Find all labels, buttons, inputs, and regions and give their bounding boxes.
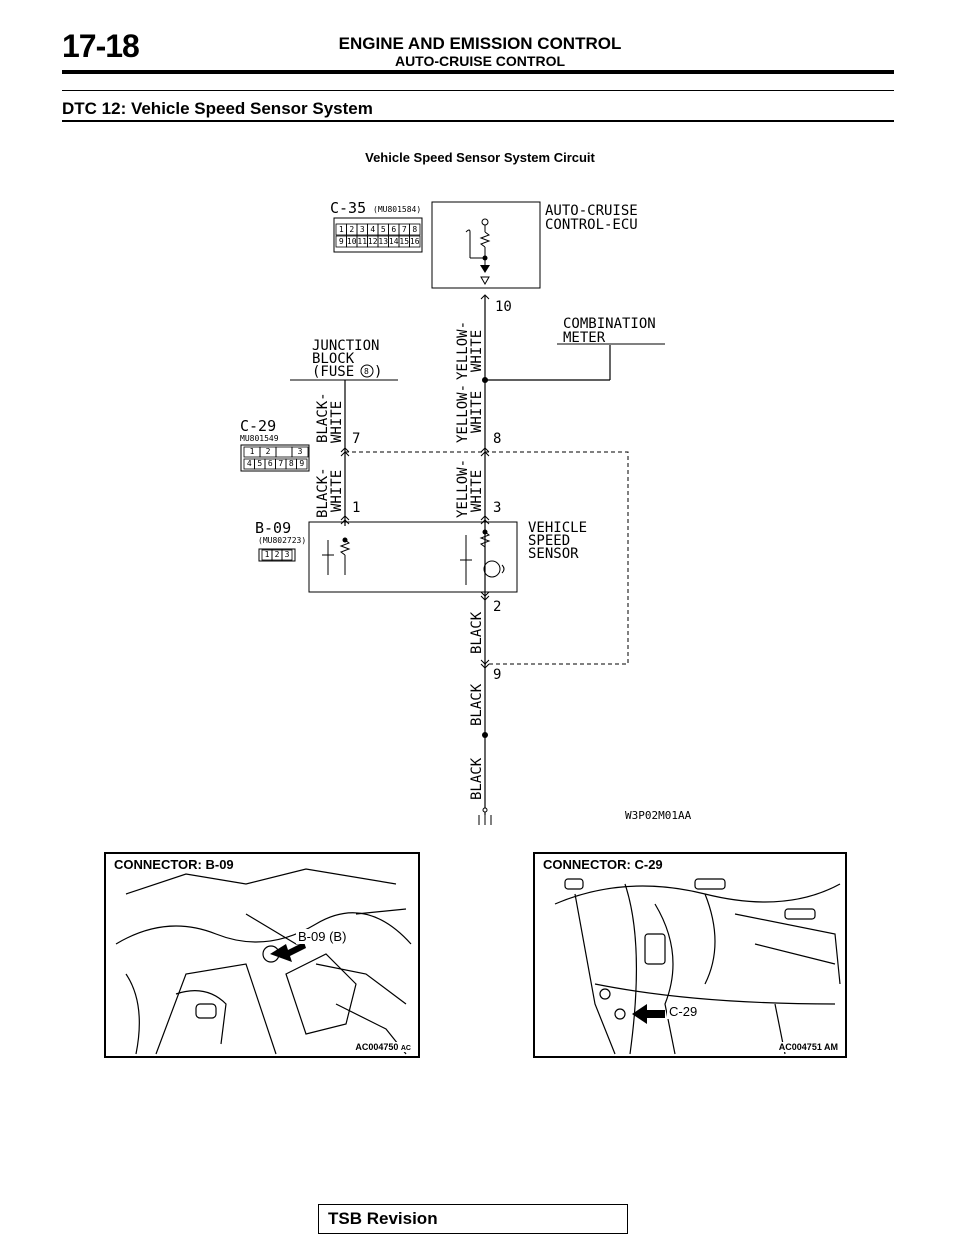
wire-label-black-a: BLACK	[469, 611, 485, 654]
ecu-box	[432, 202, 540, 288]
chapter-subtitle: AUTO-CRUISE CONTROL	[394, 53, 566, 69]
c35-bottom-pin: 13	[378, 237, 389, 246]
sensor-node-left	[343, 538, 348, 543]
pin-9: 9	[493, 667, 502, 683]
c29-bottom-pin: 4	[246, 459, 252, 468]
wire-label-yw-b2: WHITE	[469, 390, 485, 433]
pin-3: 3	[493, 500, 502, 516]
ground-icon	[479, 815, 491, 825]
c35-top-pin: 3	[359, 225, 365, 234]
c29-bottom-pin: 9	[299, 459, 305, 468]
meter-label-1: COMBINATION	[563, 316, 656, 332]
figure-code: W3P02M01AA	[625, 809, 692, 822]
photo-b09-callout: B-09 (B)	[298, 929, 347, 944]
pin-10: 10	[495, 299, 512, 315]
c35-bottom-pin: 11	[357, 237, 368, 246]
junction-label-close: )	[374, 364, 383, 380]
pin-7: 7	[352, 431, 361, 447]
c35-bottom-pin: 15	[399, 237, 410, 246]
wire-label-yw-b1: YELLOW-	[455, 383, 471, 443]
fuse-number: 8	[364, 367, 369, 376]
c35-top-pin: 4	[370, 225, 376, 234]
sensor-internal-symbol	[322, 532, 504, 592]
c29-top-pin: 3	[297, 447, 303, 456]
c35-top-pin: 5	[380, 225, 386, 234]
circuit-diagram	[225, 190, 745, 840]
sensor-label-3: SENSOR	[528, 546, 579, 562]
arrow-icon	[270, 942, 306, 962]
junction-label-3: (FUSE	[312, 364, 355, 380]
b09-pin: 2	[274, 550, 280, 559]
wire-label-yw-a2: WHITE	[469, 329, 485, 372]
c29-bottom-pin: 5	[257, 459, 263, 468]
section-title: DTC 12: Vehicle Speed Sensor System	[62, 99, 373, 118]
header-rule	[62, 70, 894, 74]
pin-2: 2	[493, 599, 502, 615]
pin-1: 1	[352, 500, 361, 516]
pin-8: 8	[493, 431, 502, 447]
wire-label-bw-b2: WHITE	[329, 469, 345, 512]
c35-bottom-pin: 12	[367, 237, 378, 246]
c35-top-pin: 7	[401, 225, 407, 234]
figure-title: Vehicle Speed Sensor System Circuit	[365, 150, 595, 165]
ground-terminal	[483, 808, 487, 812]
ecu-label-1: AUTO-CRUISE	[545, 203, 638, 219]
c29-bottom-pin: 6	[267, 459, 273, 468]
photo-b09-id: AC004750 AC	[355, 1042, 411, 1052]
sensor-label-2: SPEED	[528, 533, 571, 549]
photo-b09-title: CONNECTOR: B-09	[114, 857, 234, 872]
c29-top-pin: 1	[249, 447, 255, 456]
photo-b09-illustration	[106, 854, 418, 1056]
sensor-node-right	[483, 530, 488, 535]
wire-label-black-b: BLACK	[469, 683, 485, 726]
ecu-node	[483, 256, 488, 261]
photo-connector-c29	[533, 852, 847, 1058]
wire-label-yw-c2: WHITE	[469, 469, 485, 512]
c35-top-pin: 2	[349, 225, 355, 234]
wire-label-bw-a2: WHITE	[329, 400, 345, 443]
c35-label: C-35	[330, 199, 367, 217]
meter-label-2: METER	[563, 330, 606, 346]
c29-top-cell	[276, 447, 292, 457]
c35-top-pin: 6	[391, 225, 397, 234]
junction-label-1: JUNCTION	[312, 338, 380, 354]
c29-bottom-pin: 8	[288, 459, 294, 468]
c35-bottom-pin: 16	[409, 237, 420, 246]
c29-top-pin: 2	[265, 447, 271, 456]
c29-bottom-pin: 7	[278, 459, 284, 468]
sensor-label-1: VEHICLE	[528, 520, 588, 536]
wire-label-black-c: BLACK	[469, 757, 485, 800]
ecu-ground-icon	[481, 277, 489, 284]
section-rule-bottom	[62, 120, 894, 122]
c35-top-pin: 1	[338, 225, 344, 234]
page-number: 17-18	[62, 28, 139, 64]
c29-label: C-29	[240, 417, 277, 435]
photo-c29-id: AC004751 AM	[778, 1042, 838, 1052]
arrow-icon	[632, 1004, 665, 1024]
c35-bottom-pin: 9	[338, 237, 344, 246]
junction-label-2: BLOCK	[312, 351, 355, 367]
b09-pin: 3	[284, 550, 290, 559]
ground-node	[482, 732, 488, 738]
b09-pin: 1	[264, 550, 270, 559]
photo-connector-b09	[104, 852, 420, 1058]
section-rule-top	[62, 90, 894, 91]
c35-part: (MU801584)	[373, 205, 422, 214]
wire-label-bw-a1: BLACK-	[315, 392, 331, 443]
c35-top-pin: 8	[412, 225, 418, 234]
c29-part: MU801549	[240, 434, 279, 443]
ecu-diode-icon	[480, 265, 490, 273]
ecu-label-2: CONTROL-ECU	[545, 217, 638, 233]
c29-dashed-boundary	[345, 452, 628, 664]
c35-bottom-pin: 14	[388, 237, 399, 246]
chapter-title: ENGINE AND EMISSION CONTROL	[338, 34, 622, 53]
footer-text: TSB Revision	[328, 1209, 438, 1228]
photo-c29-title: CONNECTOR: C-29	[543, 857, 663, 872]
c35-bottom-pin: 10	[346, 237, 357, 246]
photo-c29-illustration	[535, 854, 845, 1056]
wire-label-bw-b1: BLACK-	[315, 467, 331, 518]
b09-label: B-09	[255, 519, 292, 537]
b09-part: (MU802723)	[258, 536, 307, 545]
wire-label-yw-c1: YELLOW-	[455, 458, 471, 518]
wire-label-yw-a1: YELLOW-	[455, 320, 471, 380]
photo-c29-callout: C-29	[669, 1004, 698, 1019]
